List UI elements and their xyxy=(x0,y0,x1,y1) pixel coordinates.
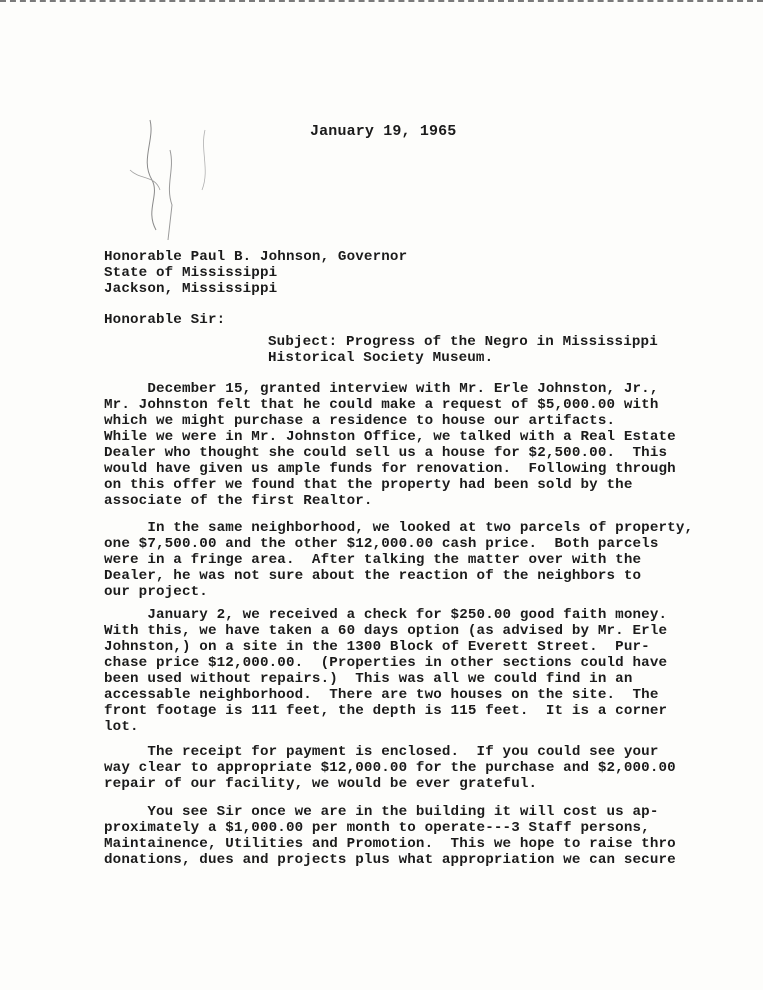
paragraph-4-line: way clear to appropriate $12,000.00 for the purchase and $2,000.00 xyxy=(104,760,676,776)
paragraph-2-line: our project. xyxy=(104,584,208,600)
subject-line: Historical Society Museum. xyxy=(268,350,494,366)
paragraph-2-line: were in a fringe area. After talking the matter over with the xyxy=(104,552,642,568)
paragraph-3-line: been used without repairs.) This was all we could find in an xyxy=(104,671,633,687)
salutation: Honorable Sir: xyxy=(104,312,226,328)
paragraph-5-line: You see Sir once we are in the building it will cost us ap- xyxy=(104,804,659,820)
paragraph-1-line: Mr. Johnston felt that he could make a request of $5,000.00 with xyxy=(104,397,659,413)
address-line: Honorable Paul B. Johnson, Governor xyxy=(104,249,408,265)
paragraph-1-line: December 15, granted interview with Mr. Erle Johnston, Jr., xyxy=(104,381,659,397)
paragraph-3-line: chase price $12,000.00. (Properties in other sections could have xyxy=(104,655,668,671)
paragraph-1-line: which we might purchase a residence to house our artifacts. xyxy=(104,413,616,429)
paragraph-3-line: accessable neighborhood. There are two houses on the site. The xyxy=(104,687,659,703)
top-edge-rule xyxy=(0,0,763,5)
paragraph-3-line: With this, we have taken a 60 days option (as advised by Mr. Erle xyxy=(104,623,668,639)
paragraph-2-line: one $7,500.00 and the other $12,000.00 cash price. Both parcels xyxy=(104,536,659,552)
letter-date: January 19, 1965 xyxy=(310,123,457,140)
paragraph-1-line: on this offer we found that the property had been sold by the xyxy=(104,477,633,493)
paragraph-1-line: would have given us ample funds for renovation. Following through xyxy=(104,461,676,477)
address-line: State of Mississippi xyxy=(104,265,278,281)
paragraph-3-line: January 2, we received a check for $250.00 good faith money. xyxy=(104,607,668,623)
paragraph-1-line: While we were in Mr. Johnston Office, we talked with a Real Estate xyxy=(104,429,676,445)
paragraph-2-line: In the same neighborhood, we looked at two parcels of property, xyxy=(104,520,694,536)
paragraph-3-line: lot. xyxy=(104,719,139,735)
paragraph-4-line: The receipt for payment is enclosed. If you could see your xyxy=(104,744,659,760)
paragraph-5-line: donations, dues and projects plus what appropriation we can secure xyxy=(104,852,676,868)
paragraph-5-line: proximately a $1,000.00 per month to operate---3 Staff persons, xyxy=(104,820,650,836)
paragraph-1-line: Dealer who thought she could sell us a house for $2,500.00. This xyxy=(104,445,668,461)
address-line: Jackson, Mississippi xyxy=(104,281,278,297)
paragraph-3-line: Johnston,) on a site in the 1300 Block of Everett Street. Pur- xyxy=(104,639,650,655)
subject-line: Subject: Progress of the Negro in Mississippi xyxy=(268,334,658,350)
paragraph-5-line: Maintainence, Utilities and Promotion. This we hope to raise thro xyxy=(104,836,676,852)
paragraph-1-line: associate of the first Realtor. xyxy=(104,493,373,509)
paragraph-3-line: front footage is 111 feet, the depth is 115 feet. It is a corner xyxy=(104,703,668,719)
paragraph-2-line: Dealer, he was not sure about the reaction of the neighbors to xyxy=(104,568,642,584)
paragraph-4-line: repair of our facility, we would be ever grateful. xyxy=(104,776,538,792)
